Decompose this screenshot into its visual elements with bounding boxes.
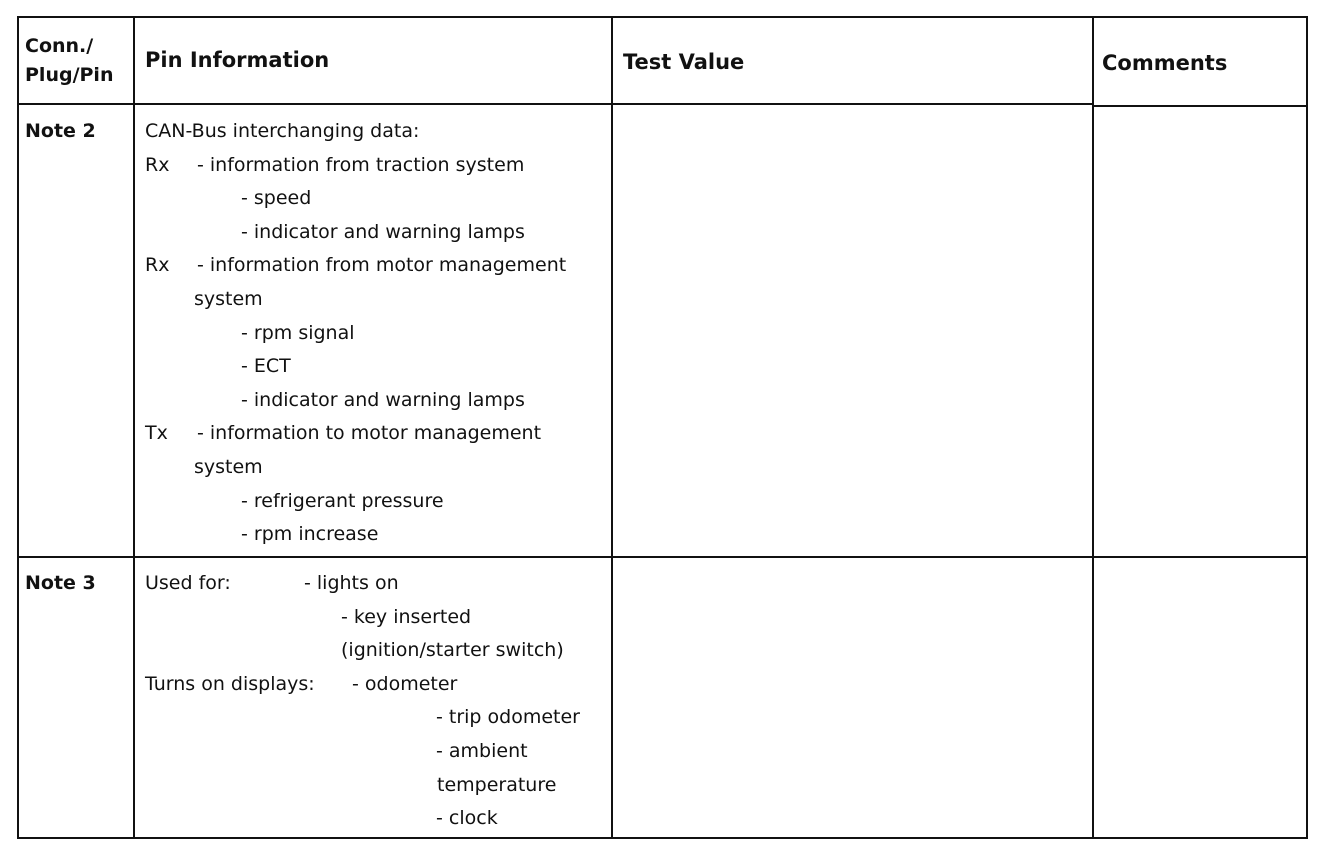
line-prefix: Used for: xyxy=(145,572,231,594)
row-note-2-conn: Note 2 xyxy=(25,120,96,142)
pin-info-line xyxy=(145,485,605,519)
row-divider xyxy=(1092,105,1306,107)
row-note-3-comments xyxy=(1102,567,1302,827)
line-text: - rpm signal xyxy=(241,321,355,344)
row-note-3-conn: Note 3 xyxy=(25,572,96,594)
row-divider xyxy=(19,556,1306,558)
pin-info-line xyxy=(145,634,605,668)
row-note-2-pin-info xyxy=(145,115,605,552)
line-text: - clock xyxy=(436,807,498,830)
line-text: - ECT xyxy=(241,355,291,378)
line-text: - rpm increase xyxy=(241,523,379,546)
row-divider xyxy=(19,103,1092,105)
row-note-3-test-value xyxy=(623,567,1083,827)
pin-info-line xyxy=(145,735,605,769)
line-text: - key inserted xyxy=(341,605,472,628)
row-note-2-test-value xyxy=(623,115,1083,545)
column-divider xyxy=(1092,18,1094,837)
row-note-3-pin-info xyxy=(145,567,605,836)
line-text: - speed xyxy=(241,187,312,210)
pin-info-line xyxy=(145,451,605,485)
header-test-value: Test Value xyxy=(623,50,745,74)
line-prefix: Tx xyxy=(145,422,168,445)
line-text: system xyxy=(194,287,263,310)
line-text: - lights on xyxy=(304,572,399,594)
header-conn-line1: Conn./ xyxy=(25,35,94,57)
pin-info-line xyxy=(145,350,605,384)
line-text: temperature xyxy=(437,773,557,796)
line-text: - information from traction system xyxy=(197,153,525,176)
header-conn-plug-pin xyxy=(25,32,113,90)
header-comments: Comments xyxy=(1102,51,1228,75)
row-note-2-comments xyxy=(1102,115,1302,545)
line-prefix: Rx xyxy=(145,153,170,176)
line-text: - indicator and warning lamps xyxy=(241,220,525,243)
pin-table xyxy=(17,16,1308,839)
line-prefix: Rx xyxy=(145,254,170,277)
line-text: - information from motor management xyxy=(197,254,567,277)
pin-info-line xyxy=(145,769,605,803)
line-text: - ambient xyxy=(436,739,528,762)
column-divider xyxy=(133,18,135,837)
pin-info-line xyxy=(145,668,605,702)
pin-info-line xyxy=(145,216,605,250)
line-text: - refrigerant pressure xyxy=(241,489,444,512)
pin-info-line xyxy=(145,283,605,317)
line-text: CAN-Bus interchanging data: xyxy=(145,120,420,142)
pin-info-line xyxy=(145,417,605,451)
pin-info-line xyxy=(145,601,605,635)
line-prefix: Turns on displays: xyxy=(145,672,315,695)
pin-info-line xyxy=(145,149,605,183)
line-text: (ignition/starter switch) xyxy=(341,639,564,662)
pin-info-line xyxy=(145,384,605,418)
pin-info-line xyxy=(145,182,605,216)
pin-info-line xyxy=(145,567,605,601)
header-conn-line2: Plug/Pin xyxy=(25,64,114,86)
line-text: system xyxy=(194,455,263,478)
line-text: - odometer xyxy=(352,672,458,695)
header-pin-information: Pin Information xyxy=(145,48,330,72)
pin-info-line xyxy=(145,249,605,283)
pin-info-line xyxy=(145,802,605,836)
pin-info-line xyxy=(145,317,605,351)
line-text: - information to motor management xyxy=(197,422,542,445)
line-text: - trip odometer xyxy=(436,706,580,729)
line-text: - indicator and warning lamps xyxy=(241,388,525,411)
column-divider xyxy=(611,18,613,837)
pin-info-line xyxy=(145,115,605,149)
pin-info-line xyxy=(145,701,605,735)
pin-info-line xyxy=(145,518,605,552)
